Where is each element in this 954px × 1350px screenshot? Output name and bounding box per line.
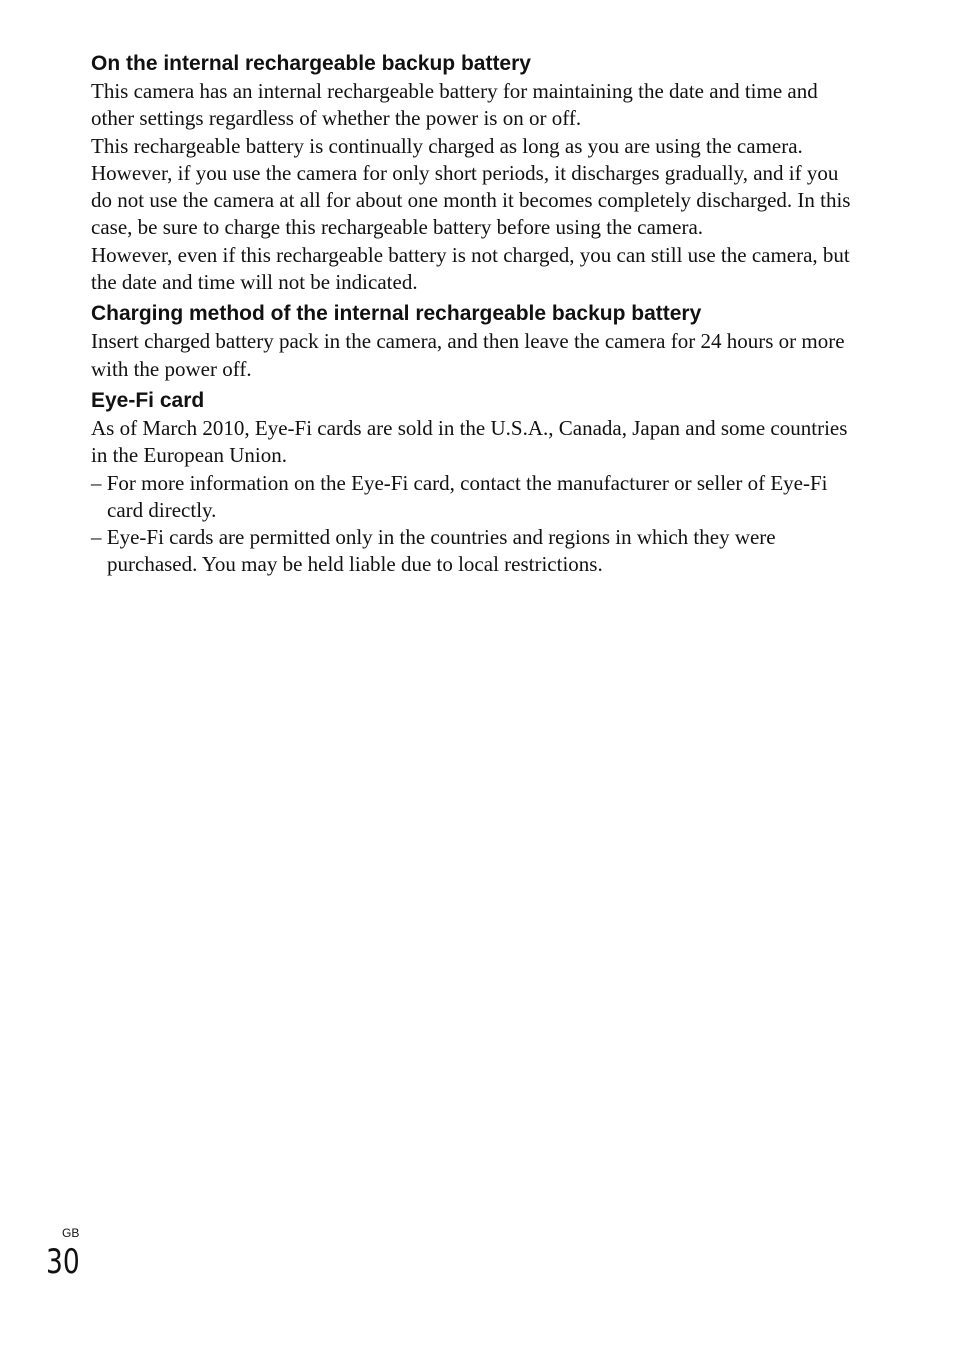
- page-content: [91, 50, 851, 579]
- section-heading-backup-battery: On the internal rechargeable backup battery: [91, 52, 531, 75]
- section-heading-charging-method: Charging method of the internal rechargeable backup battery: [91, 302, 702, 326]
- paragraph: This camera has an internal rechargeable battery for maintaining the date and time and other settings regardless of whether the power is on or off.: [91, 79, 818, 131]
- region-code: GB: [62, 1226, 80, 1240]
- paragraph: As of March 2010, Eye-Fi cards are sold in the U.S.A., Canada, Japan and some countries in the European Union.: [91, 415, 848, 468]
- paragraph: This rechargeable battery is continually charged as long as you are using the camera. However, if you use the camera for only short periods, it discharges gradually, and if you do not use the camera at all for about one month it becomes completely discharged. In this case, be sure to charge this rechargeable battery before using the camera.: [91, 133, 851, 240]
- list-item: – Eye-Fi cards are permitted only in the countries and regions in which they were purchased. You may be held liable due to local restrictions.: [91, 525, 776, 577]
- section-heading-eye-fi: Eye-Fi card: [91, 388, 205, 412]
- eye-fi-notes-list: [91, 470, 851, 579]
- paragraph: However, even if this rechargeable battery is not charged, you can still use the camera, but the date and time will not be indicated.: [91, 242, 850, 295]
- paragraph: Insert charged battery pack in the camera, and then leave the camera for 24 hours or more with the power off.: [91, 329, 845, 381]
- list-item: – For more information on the Eye-Fi card, contact the manufacturer or seller of Eye-Fi card directly.: [91, 470, 828, 522]
- page-number: 30: [46, 1242, 80, 1282]
